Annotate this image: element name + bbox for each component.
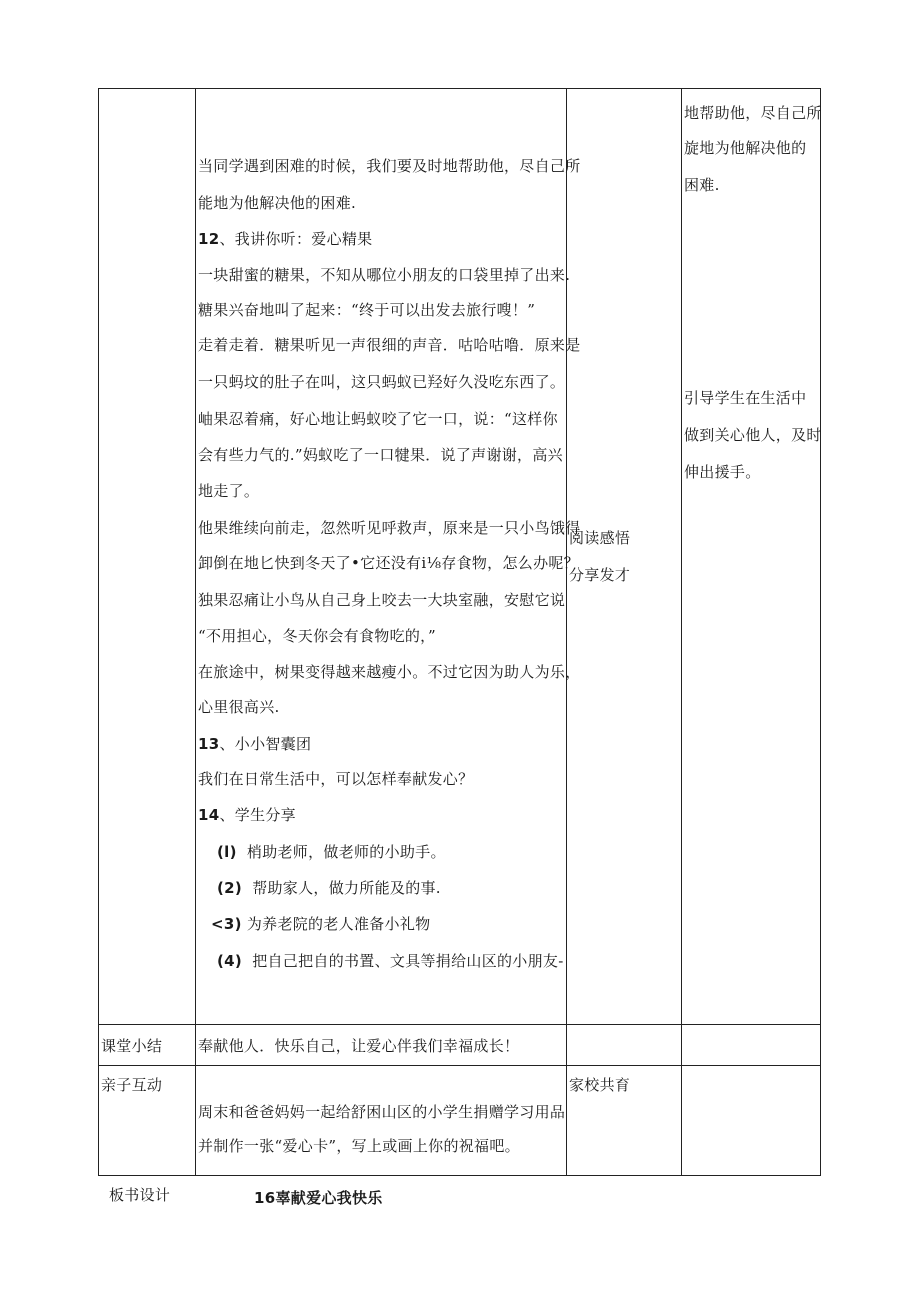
- share-item-number: <3): [211, 915, 242, 933]
- activity-line: 阅读感悟: [569, 529, 631, 547]
- story-line: 会有些力气的.”妈蚁吃了一口犍果．说了声谢谢，高兴: [198, 446, 563, 464]
- story-line: “不用担心，冬天你会有食物吃的，”: [198, 627, 436, 645]
- summary-label: 课堂小结: [101, 1037, 163, 1055]
- item-13-question: 我们在日常生活中，可以怎样奉献发心？: [198, 770, 474, 788]
- share-item-number: (4): [217, 952, 243, 970]
- table-border-bottom: [98, 1175, 821, 1176]
- share-item-text: 帮助家人，做力所能及的事.: [252, 879, 441, 897]
- table-border-left: [98, 88, 99, 1176]
- item-number: 14: [198, 806, 220, 824]
- story-line: 在旅途中，树果变得越来越瘦小。不过它因为助人为乐，: [198, 663, 581, 681]
- story-line: 一块甜蜜的糖果，不知从哪位小朋友的口袋里掉了出来.: [198, 266, 571, 284]
- story-line: 走着走着．糖果听见一声很细的声音．咕哈咕噜．原来是: [198, 336, 581, 354]
- parent-col3: 家校共育: [569, 1076, 631, 1094]
- row-divider-1: [98, 1024, 821, 1025]
- board-title: 16辜献爱心我快乐: [254, 1189, 383, 1207]
- item-title: 、小小智囊团: [219, 735, 312, 753]
- summary-content: 奉献他人．快乐自己，让爱心伴我们幸福成长！: [198, 1037, 520, 1055]
- item-number: 12: [198, 230, 220, 248]
- objective-line: 困难.: [684, 176, 720, 194]
- table-border-top: [98, 88, 821, 89]
- story-line: 岫果忍着痛，好心地让蚂蚁咬了它一口，说：“这样你: [198, 410, 558, 428]
- objective-line: 地帮助他，尽自己所: [684, 104, 822, 122]
- share-item-text: 梢助老师，做老师的小助手。: [246, 843, 446, 861]
- story-line: 地走了。: [198, 482, 260, 500]
- item-14-heading: [198, 805, 296, 825]
- paragraph-line: 当同学遇到困难的时候，我们要及时地帮助他，尽自己所: [198, 157, 581, 175]
- story-line: 独果忍痛让小鸟从自己身上咬去一大块室融，安慰它说: [198, 591, 566, 609]
- objective-line: 伸出援手。: [684, 463, 761, 481]
- story-line: 卸倒在地匕快到冬天了•它还没有i⅛存食物，怎么办呢？: [198, 554, 579, 572]
- share-item: [211, 914, 430, 934]
- activity-line: 分享发才: [569, 566, 631, 584]
- share-item-text: 为养老院的老人准备小礼物: [246, 915, 431, 933]
- story-line: 一只蚂坟的肚子在叫，这只蚂蚁已羟好久没吃东西了。: [198, 373, 566, 391]
- share-item-number: (l): [217, 843, 237, 861]
- parent-content-line: 周末和爸爸妈妈一起给舒困山区的小学生捐赠学习用品: [198, 1103, 566, 1121]
- table-divider-col3: [681, 88, 682, 1176]
- objective-line: 做到关心他人，及时: [684, 426, 822, 444]
- objective-line: 旋地为他解决他的: [684, 139, 807, 157]
- share-item: [217, 842, 446, 862]
- board-label: 板书设计: [109, 1186, 171, 1204]
- item-title: 、我讲你听：爱心精果: [219, 230, 373, 248]
- table-divider-col2: [566, 88, 567, 1176]
- table-border-right: [820, 88, 821, 1176]
- objective-line: 引导学生在生活中: [684, 389, 807, 407]
- item-number: 13: [198, 735, 220, 753]
- share-item: [217, 878, 441, 898]
- story-line: 心里很高兴.: [198, 698, 280, 716]
- item-13-heading: [198, 734, 311, 754]
- share-item-number: (2): [217, 879, 243, 897]
- item-title: 、学生分享: [219, 806, 296, 824]
- share-item: [217, 951, 564, 971]
- table-divider-col1: [195, 88, 196, 1176]
- parent-label: 亲子互动: [101, 1076, 163, 1094]
- paragraph-line: 能地为他解决他的困难.: [198, 194, 357, 212]
- story-line: 糖果兴奋地叫了起来：“终于可以出发去旅行嗖！”: [198, 301, 536, 319]
- row-divider-2: [98, 1065, 821, 1066]
- share-item-text: 把自己把自的书置、文具等捐给山区的小朋友-: [252, 952, 564, 970]
- story-line: 他果维续向前走，忽然听见呼救声，原来是一只小鸟饿得: [198, 519, 581, 537]
- item-12-heading: [198, 229, 373, 249]
- parent-content-line: 并制作一张“爱心卡”，写上或画上你的祝福吧。: [198, 1137, 520, 1155]
